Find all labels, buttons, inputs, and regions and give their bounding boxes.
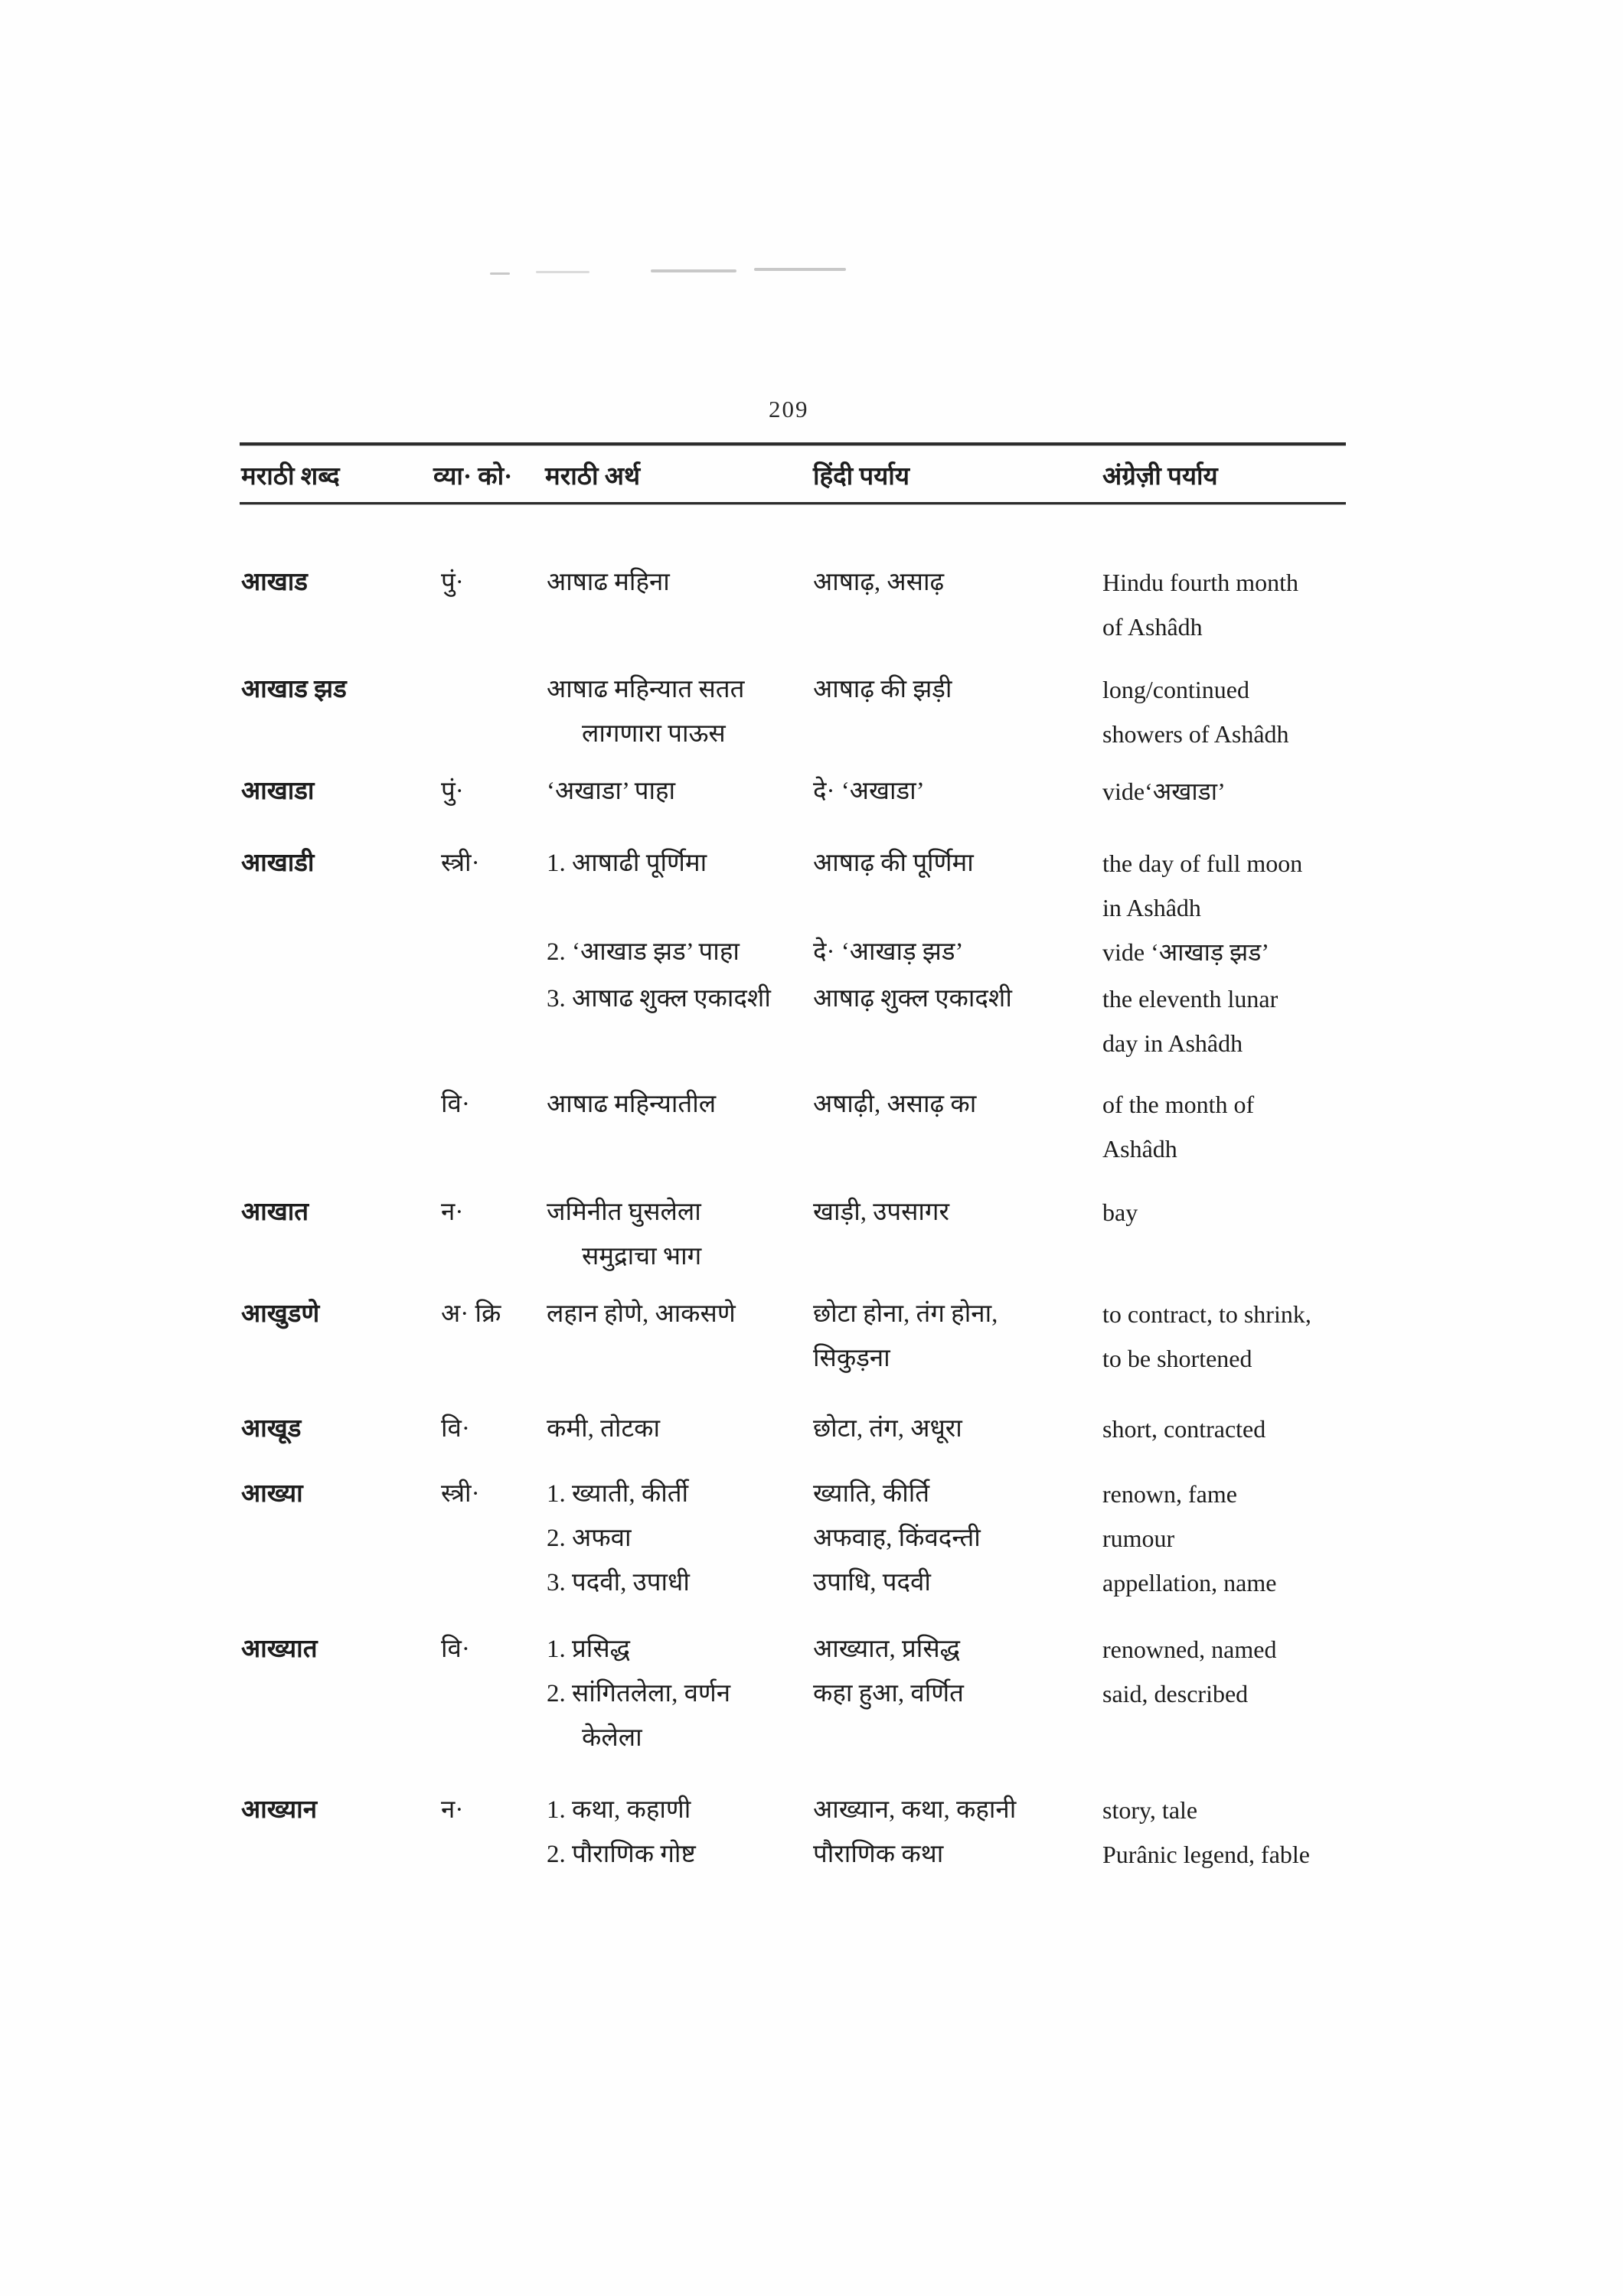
english-synonym-line: Ashâdh: [1102, 1135, 1177, 1163]
grammar-cell: [441, 1627, 470, 1671]
marathi-meaning-line: जमिनीत घुसलेला: [547, 1199, 701, 1226]
english-synonym-line: in Ashâdh: [1102, 894, 1201, 921]
hindi-synonym-cell: [813, 560, 944, 605]
marathi-meaning-line: ‘अखाडा’ पाहा: [547, 778, 676, 805]
grammar-text: न·: [441, 1199, 464, 1226]
hindi-synonym-line: छोटा होना, तंग होना,: [813, 1300, 998, 1328]
hindi-synonym-cell: [813, 1292, 998, 1381]
marathi-meaning-line: 3. आषाढ शुक्ल एकादशी: [547, 985, 771, 1013]
header-col-hindi-synonym: हिंदी पर्याय: [813, 463, 909, 491]
headword-text: आखाडी: [241, 850, 315, 877]
headword-text: आखूड: [241, 1415, 302, 1443]
english-synonym-line: the day of full moon: [1102, 850, 1303, 877]
grammar-text: पुं·: [441, 778, 464, 805]
marathi-meaning-line: 1. प्रसिद्ध: [547, 1636, 630, 1663]
scan-artifact-dash: [536, 271, 589, 273]
english-synonym-cell: [1102, 1627, 1276, 1716]
marathi-meaning-cell: [547, 977, 771, 1021]
hindi-synonym-line: आषाढ़ शुक्ल एकादशी: [813, 985, 1012, 1013]
hindi-synonym-line: पौराणिक कथा: [813, 1841, 944, 1868]
grammar-text: स्त्री·: [441, 850, 480, 877]
english-synonym-line: to contract, to shrink,: [1102, 1300, 1311, 1328]
english-synonym-line: appellation, name: [1102, 1569, 1277, 1596]
english-synonym-line: rumour: [1102, 1525, 1175, 1552]
english-synonym-cell: [1102, 1082, 1254, 1171]
headword-text: आखाड झड: [241, 676, 347, 703]
english-synonym-line: vide ‘आखाड़ झड’: [1102, 938, 1270, 966]
headword-cell: [241, 667, 347, 712]
headword-cell: [241, 769, 314, 814]
marathi-meaning-cell: [547, 1082, 716, 1127]
english-synonym-cell: [1102, 1190, 1138, 1234]
grammar-cell: [441, 1788, 463, 1832]
grammar-text: पुं·: [441, 569, 464, 596]
english-synonym-line: of Ashâdh: [1102, 613, 1203, 641]
hindi-synonym-line: खाड़ी, उपसागर: [813, 1199, 950, 1226]
grammar-text: वि·: [441, 1091, 470, 1118]
hindi-synonym-cell: [813, 667, 952, 712]
grammar-cell: [441, 560, 464, 605]
page-number: 209: [769, 396, 809, 422]
headword-text: आखाड: [241, 569, 308, 596]
grammar-cell: [441, 1082, 470, 1127]
marathi-meaning-line: 2. सांगितलेला, वर्णन: [547, 1680, 731, 1707]
hindi-synonym-cell: [813, 1472, 981, 1605]
hindi-synonym-cell: [813, 977, 1012, 1021]
hindi-synonym-line: अफवाह, किंवदन्ती: [813, 1525, 981, 1552]
english-synonym-line: said, described: [1102, 1680, 1249, 1707]
marathi-meaning-line: लागणारा पाऊस: [582, 720, 726, 748]
header-rule-bottom: [240, 502, 1346, 504]
english-synonym-cell: [1102, 769, 1226, 814]
hindi-synonym-cell: [813, 1190, 949, 1234]
grammar-cell: [441, 769, 464, 814]
english-synonym-line: showers of Ashâdh: [1102, 720, 1289, 748]
grammar-text: न·: [441, 1796, 464, 1824]
hindi-synonym-line: दे· ‘अखाडा’: [813, 778, 925, 805]
scan-artifact-dash: [754, 268, 846, 271]
marathi-meaning-cell: [547, 769, 675, 814]
headword-text: आखात: [241, 1199, 309, 1226]
hindi-synonym-line: आख्यान, कथा, कहानी: [813, 1796, 1017, 1824]
hindi-synonym-cell: [813, 1627, 964, 1716]
english-synonym-cell: [1102, 667, 1289, 756]
marathi-meaning-cell: [547, 560, 670, 605]
english-synonym-line: bay: [1102, 1199, 1138, 1226]
english-synonym-cell: [1102, 1788, 1310, 1877]
marathi-meaning-cell: [547, 1407, 660, 1451]
scan-artifact-dash: [651, 269, 736, 272]
hindi-synonym-line: सिकुड़ना: [813, 1345, 890, 1372]
header-col-english-synonym: अंग्रेज़ी पर्याय: [1102, 463, 1218, 491]
headword-text: आख्यात: [241, 1636, 318, 1663]
marathi-meaning-cell: [547, 1190, 701, 1279]
marathi-meaning-line: लहान होणे, आकसणे: [547, 1300, 736, 1328]
hindi-synonym-cell: [813, 1788, 1016, 1877]
hindi-synonym-line: आषाढ़, असाढ़: [813, 569, 945, 596]
english-synonym-line: day in Ashâdh: [1102, 1029, 1243, 1057]
marathi-meaning-cell: [547, 1292, 736, 1336]
english-synonym-line: short, contracted: [1102, 1415, 1266, 1443]
english-synonym-line: renown, fame: [1102, 1480, 1237, 1508]
hindi-synonym-line: आषाढ़ की पूर्णिमा: [813, 850, 974, 877]
marathi-meaning-cell: [547, 930, 740, 974]
marathi-meaning-line: आषाढ महिना: [547, 569, 670, 596]
header-rule-top: [240, 442, 1346, 445]
english-synonym-cell: [1102, 1292, 1311, 1381]
grammar-text: वि·: [441, 1636, 470, 1663]
headword-text: आख्यान: [241, 1796, 318, 1824]
marathi-meaning-line: समुद्राचा भाग: [582, 1243, 702, 1270]
hindi-synonym-line: अषाढ़ी, असाढ़ का: [813, 1091, 977, 1118]
header-col-marathi-meaning: मराठी अर्थ: [545, 463, 641, 491]
headword-text: आखुडणे: [241, 1300, 320, 1328]
headword-cell: [241, 841, 314, 885]
marathi-meaning-cell: [547, 841, 707, 885]
marathi-meaning-cell: [547, 1472, 690, 1605]
marathi-meaning-line: 1. आषाढी पूर्णिमा: [547, 850, 707, 877]
hindi-synonym-cell: [813, 930, 964, 974]
headword-cell: [241, 560, 308, 605]
english-synonym-line: Purânic legend, fable: [1102, 1841, 1310, 1868]
marathi-meaning-line: 2. पौराणिक गोष्ट: [547, 1841, 696, 1868]
marathi-meaning-line: आषाढ महिन्यातील: [547, 1091, 717, 1118]
headword-text: आखाडा: [241, 778, 315, 805]
marathi-meaning-line: 2. अफवा: [547, 1525, 632, 1552]
english-synonym-cell: [1102, 930, 1269, 974]
marathi-meaning-cell: [547, 1627, 730, 1760]
hindi-synonym-cell: [813, 1407, 962, 1451]
headword-text: आख्या: [241, 1480, 303, 1508]
hindi-synonym-line: आषाढ़ की झड़ी: [813, 676, 952, 703]
headword-cell: [241, 1407, 301, 1451]
headword-cell: [241, 1788, 317, 1832]
marathi-meaning-line: केलेला: [582, 1724, 642, 1752]
english-synonym-cell: [1102, 977, 1278, 1065]
grammar-text: अ· क्रि: [441, 1300, 501, 1328]
marathi-meaning-line: कमी, तोटका: [547, 1415, 661, 1443]
english-synonym-cell: [1102, 560, 1298, 649]
english-synonym-line: long/continued: [1102, 676, 1249, 703]
hindi-synonym-cell: [813, 1082, 976, 1127]
english-synonym-cell: [1102, 841, 1302, 930]
marathi-meaning-line: 3. पदवी, उपाधी: [547, 1569, 690, 1596]
english-synonym-cell: [1102, 1472, 1276, 1605]
hindi-synonym-line: आख्यात, प्रसिद्ध: [813, 1636, 961, 1663]
header-col-grammar: व्या· को·: [433, 463, 513, 491]
marathi-meaning-line: 2. ‘आखाड झड’ पाहा: [547, 938, 740, 966]
hindi-synonym-cell: [813, 841, 974, 885]
marathi-meaning-line: 1. ख्याती, कीर्ती: [547, 1480, 689, 1508]
english-synonym-line: vide‘अखाडा’: [1102, 778, 1226, 805]
grammar-cell: [441, 1292, 501, 1336]
headword-cell: [241, 1190, 309, 1234]
headword-cell: [241, 1292, 319, 1336]
english-synonym-cell: [1102, 1407, 1265, 1451]
marathi-meaning-cell: [547, 667, 744, 756]
scan-artifact-dash: [490, 272, 510, 275]
hindi-synonym-line: ख्याति, कीर्ति: [813, 1480, 930, 1508]
hindi-synonym-line: छोटा, तंग, अधूरा: [813, 1415, 962, 1443]
marathi-meaning-line: 1. कथा, कहाणी: [547, 1796, 691, 1824]
english-synonym-line: renowned, named: [1102, 1636, 1277, 1663]
english-synonym-line: Hindu fourth month: [1102, 569, 1298, 596]
hindi-synonym-line: कहा हुआ, वर्णित: [813, 1680, 964, 1707]
headword-cell: [241, 1472, 303, 1516]
grammar-cell: [441, 841, 480, 885]
grammar-text: स्त्री·: [441, 1480, 480, 1508]
hindi-synonym-cell: [813, 769, 925, 814]
headword-cell: [241, 1627, 318, 1671]
marathi-meaning-line: आषाढ महिन्यात सतत: [547, 676, 745, 703]
english-synonym-line: the eleventh lunar: [1102, 985, 1278, 1013]
grammar-cell: [441, 1190, 463, 1234]
english-synonym-line: to be shortened: [1102, 1345, 1252, 1372]
header-col-marathi-word: मराठी शब्द: [241, 463, 340, 491]
grammar-cell: [441, 1472, 480, 1516]
english-synonym-line: of the month of: [1102, 1091, 1255, 1118]
grammar-cell: [441, 1407, 470, 1451]
grammar-text: वि·: [441, 1415, 470, 1443]
hindi-synonym-line: दे· ‘आखाड़ झड’: [813, 938, 964, 966]
english-synonym-line: story, tale: [1102, 1796, 1198, 1824]
marathi-meaning-cell: [547, 1788, 696, 1877]
hindi-synonym-line: उपाधि, पदवी: [813, 1569, 931, 1596]
